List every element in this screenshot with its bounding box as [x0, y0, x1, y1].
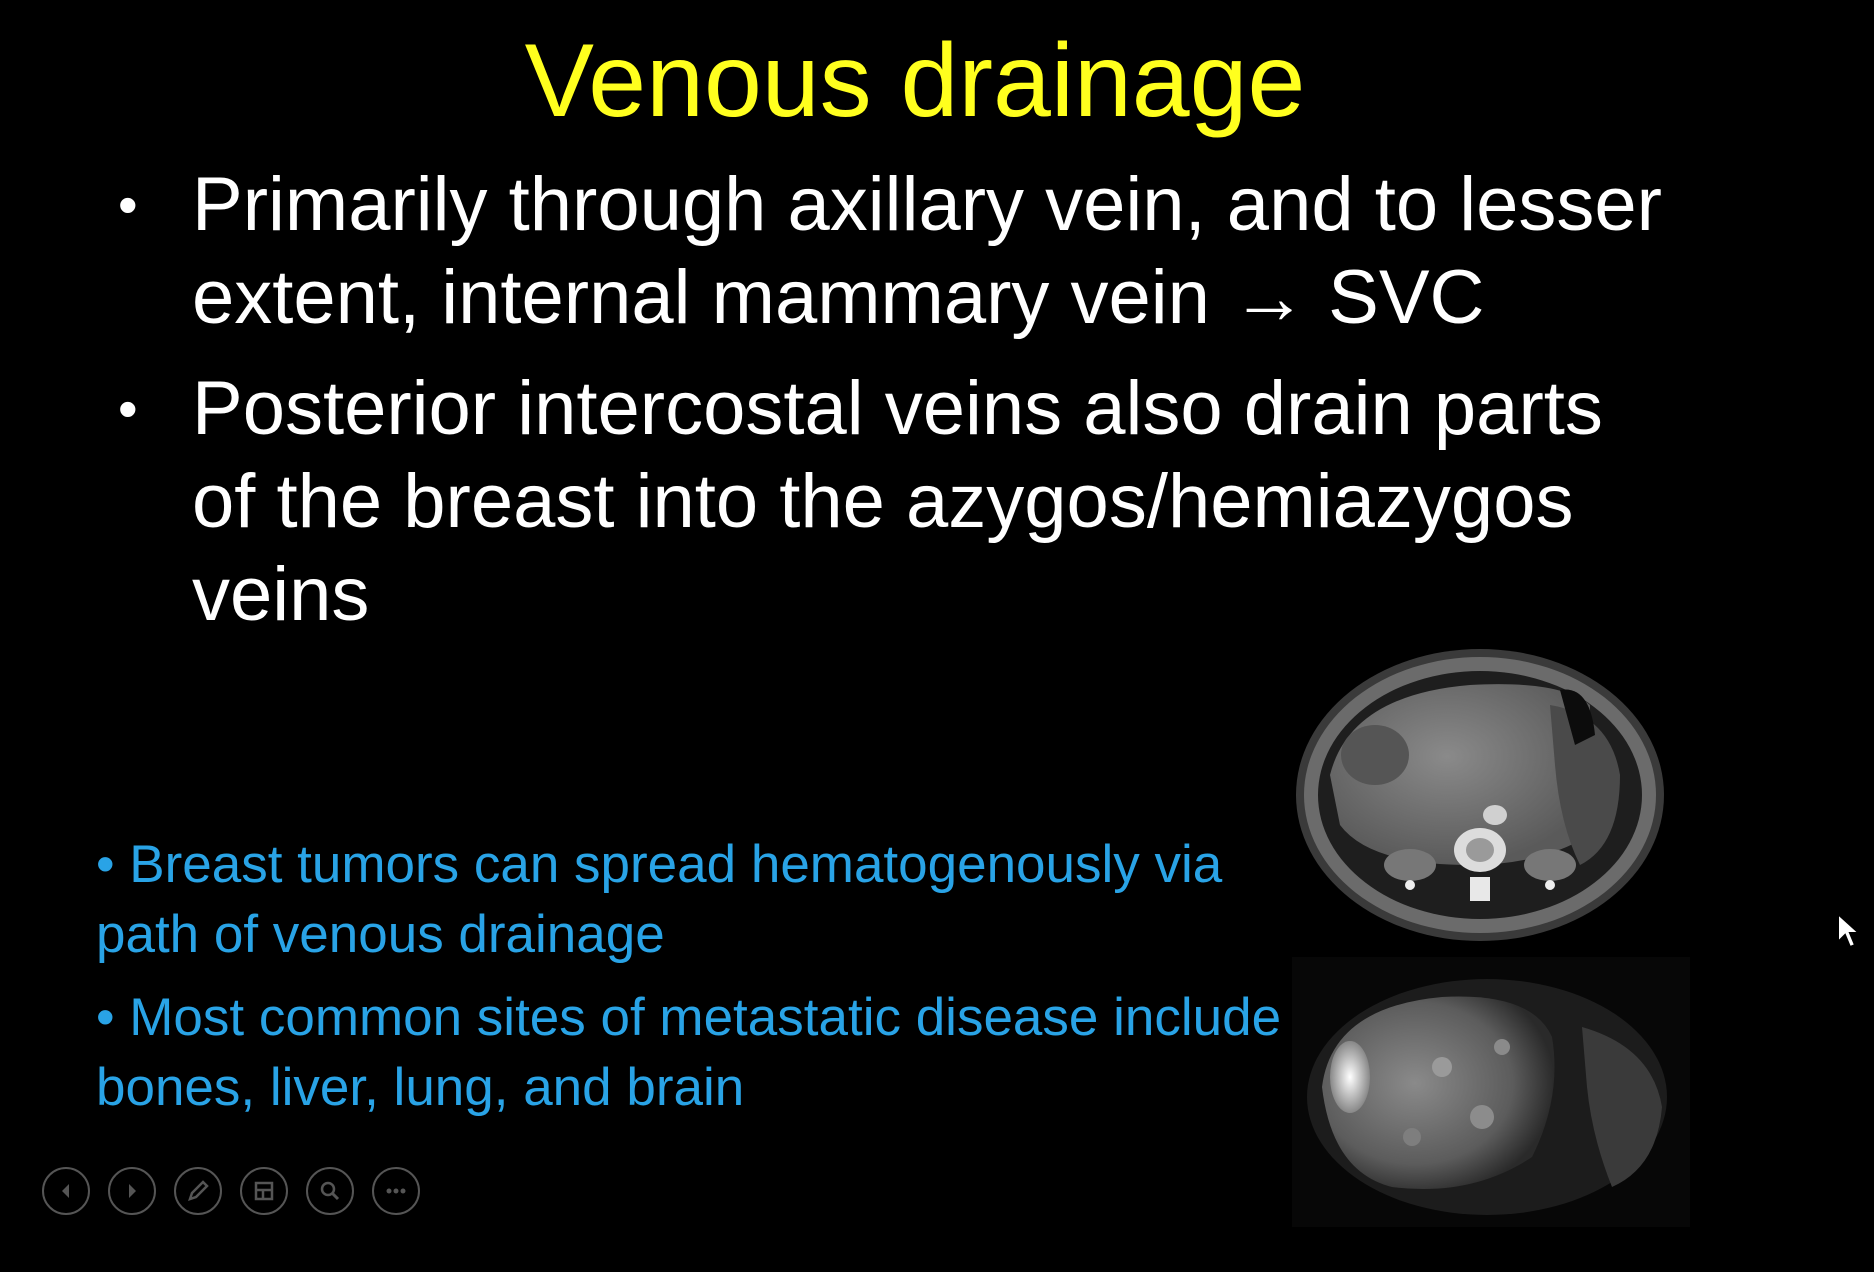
bullet-dot: • [118, 377, 138, 440]
more-options-button[interactable] [372, 1167, 420, 1215]
sub-bullet-item: • Breast tumors can spread hematogenously via path of venous drainage [96, 835, 1223, 964]
bullet-item [118, 362, 1678, 641]
previous-slide-button[interactable] [42, 1167, 90, 1215]
slide-title: Venous drainage [524, 23, 1306, 139]
bullet-item [118, 158, 1678, 344]
ct-scan-image [1290, 645, 1670, 945]
sub-bullet-item: • Most common sites of metastatic disease include bones, liver, lung, and brain [96, 988, 1282, 1117]
next-slide-button[interactable] [108, 1167, 156, 1215]
magnifier-icon [316, 1177, 344, 1205]
pet-scan-image [1292, 957, 1690, 1227]
bullet-dot: • [118, 173, 138, 236]
more-dots-icon [382, 1177, 410, 1205]
main-bullet-list [118, 158, 1678, 641]
chevron-left-icon [52, 1177, 80, 1205]
sub-bullet-list [96, 830, 1306, 1123]
zoom-button[interactable] [306, 1167, 354, 1215]
slides-grid-icon [250, 1177, 278, 1205]
mouse-pointer-icon [1836, 912, 1862, 950]
slideshow-controls [42, 1167, 420, 1215]
bullet-text: Primarily through axillary vein, and to lesser extent, internal mammary vein → SVC [192, 162, 1662, 340]
chevron-right-icon [118, 1177, 146, 1205]
bullet-text: Posterior intercostal veins also drain parts of the breast into the azygos/hemiazygos veins [192, 366, 1603, 637]
pen-tool-button[interactable] [174, 1167, 222, 1215]
see-all-slides-button[interactable] [240, 1167, 288, 1215]
pen-icon [184, 1177, 212, 1205]
